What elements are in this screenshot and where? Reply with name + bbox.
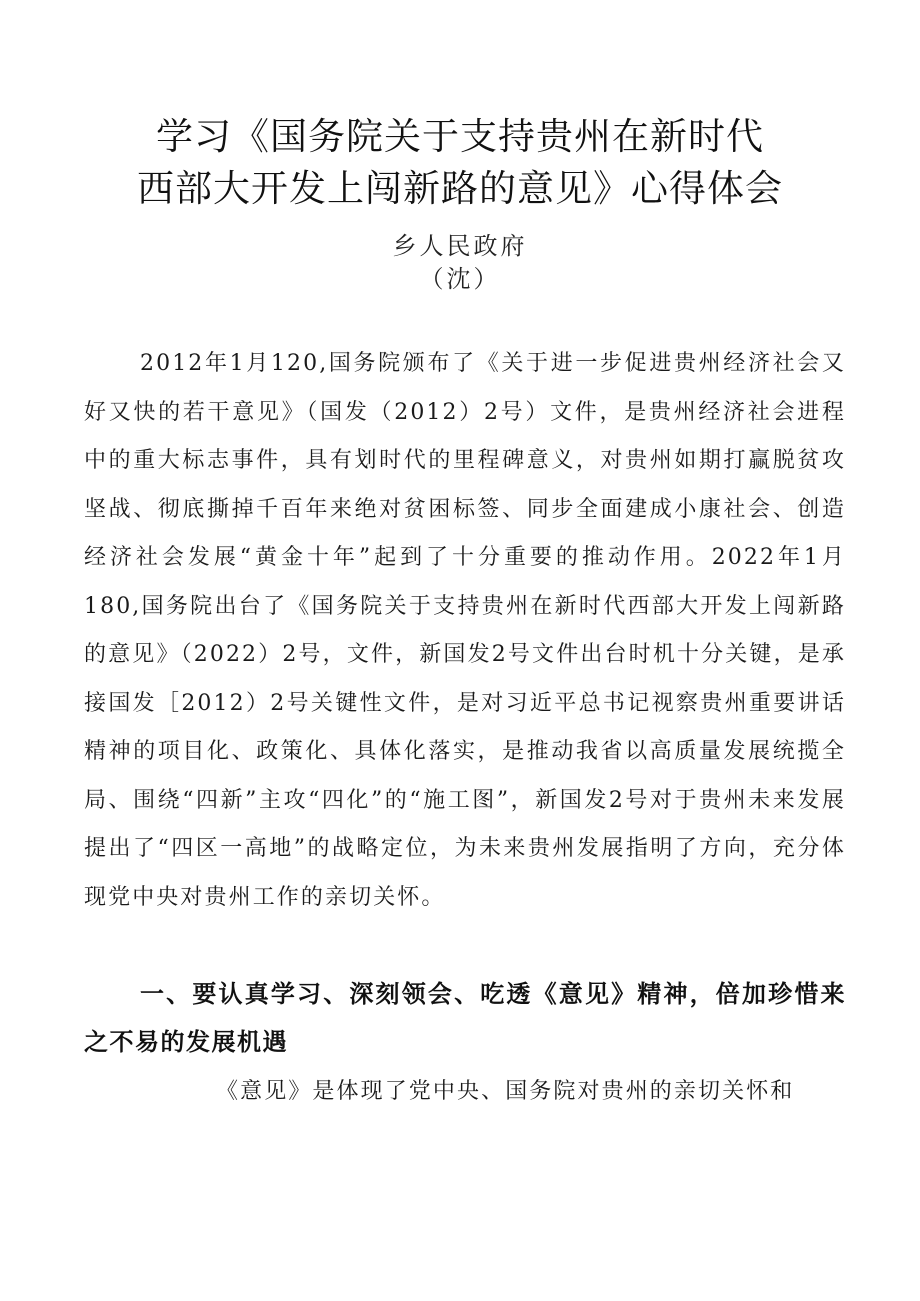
author-name: （沈） [419, 265, 501, 293]
document-title-line-2: 西部大开发上闯新路的意见》心得体会 [137, 167, 783, 210]
section-1-paragraph: 《意见》是体现了党中央、国务院对贵州的亲切关怀和 [216, 1079, 795, 1104]
author-unit: 乡人民政府 [392, 232, 528, 260]
intro-paragraph: 2012年1月120,国务院颁布了《关于进一步促进贵州经济社会又好又快的若干意见》（国发（2012）2号）文件，是贵州经济社会进程中的重大标志事件，具有划时代的里程碑意义，对贵州如期打赢脱贫攻坚战、彻底撕掉千百年来绝对贫困标签、同步全面建成小康社会、创造经济社会发展“黄金十年”起到了十分重要的推动作用。2022年1月180,国务院出台了《国务院关于支持贵州在新时代西部大开发上闯新路的意见》（2022）2号，文件，新国发2号文件出台时机十分关键，是承接国发［2012）2号关键性文件，是对习近平总书记视察贵州重要讲话精神的项目化、政策化、具体化落实，是推动我省以高质量发展统揽全局、围绕“四新”主攻“四化”的“施工图”，新国发2号对于贵州未来发展提出了“四区一高地”的战略定位，为未来贵州发展指明了方向，充分体现党中央对贵州工作的亲切关怀。 [84, 351, 846, 910]
section-heading-1: 一、要认真学习、深刻领会、吃透《意见》精神，倍加珍惜来之不易的发展机遇 [84, 980, 846, 1056]
document-title-line-1: 学习《国务院关于支持贵州在新时代 [156, 115, 764, 158]
